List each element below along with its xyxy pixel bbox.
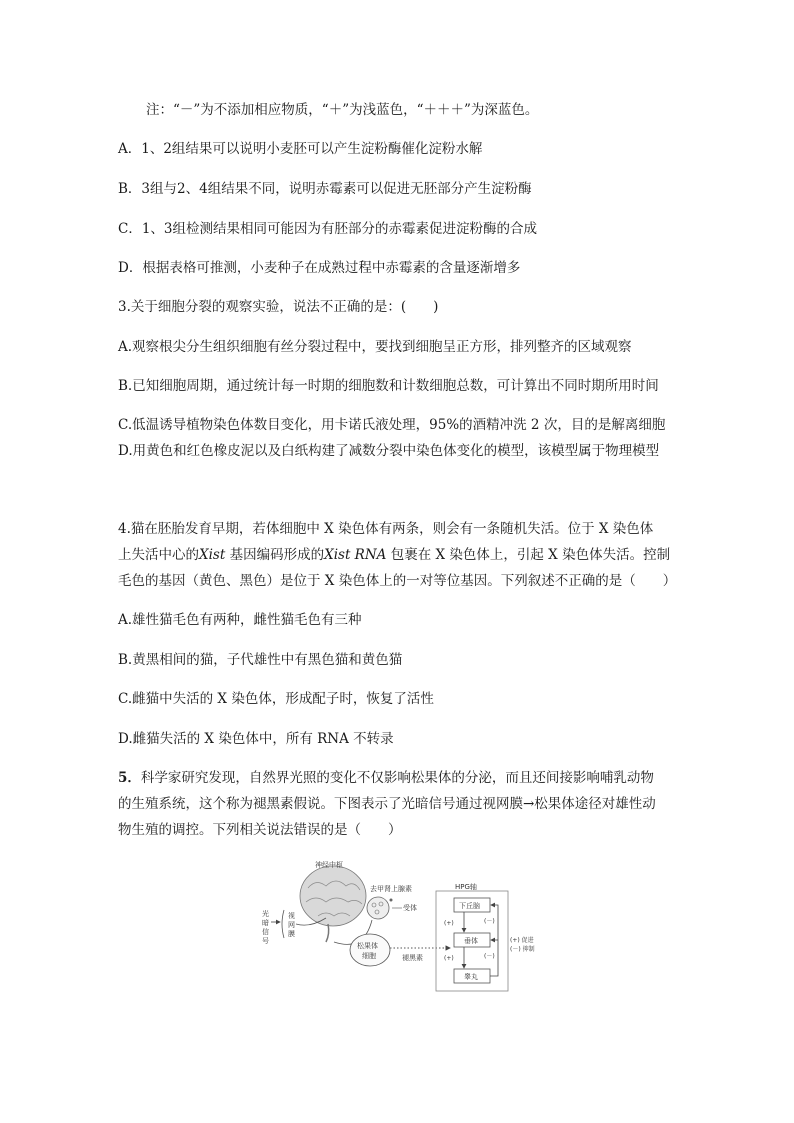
q4-option-b: B.黄黑相间的猫，子代雄性中有黑色猫和黄色猫 [118,652,403,668]
retina-label [288,912,295,938]
q2-option-d: D．根据表格可推测，小麦种子在成熟过程中赤霉素的含量逐渐增多 [118,260,521,276]
q3-option-c: C.低温诱导植物染色体数目变化，用卡诺氏液处理，95%的酒精冲洗 2 次，目的是解离细胞 [118,417,666,433]
q3-stem: 3.关于细胞分裂的观察实验，说法不正确的是：( ) [118,299,439,315]
svg-text:信: 信 [262,928,269,936]
q4-option-a: A.雄性猫毛色有两种，雌性猫毛色有三种 [118,612,362,628]
promote-mark: (+) [444,920,454,927]
q5-stem-line2: 的生殖系统，这个称为褪黑素假说。下图表示了光暗信号通过视网膜→松果体途径对雄性动 [118,796,656,812]
svg-text:光: 光 [262,910,269,918]
xist-gene: Xist [199,547,226,563]
q2-option-c: C．1、3组检测结果相同可能因为有胚部分的赤霉素促进淀粉酶的合成 [118,221,538,237]
q4-stem-text: 包裹在 X 染色体上，引起 X 染色体失活。控制 [386,547,671,563]
q4-stem-line2 [118,545,670,565]
q4-option-c: C.雌猫中失活的 X 染色体，形成配子时，恢复了活性 [118,691,434,707]
inhibit-mark: (－) [484,953,495,960]
q4-option-d: D.雌猫失活的 X 染色体中，所有 RNA 不转录 [118,731,394,747]
svg-text:网: 网 [288,921,295,929]
q3-option-a: A.观察根尖分生组织细胞有丝分裂过程中，要找到细胞呈正方形，排列整齐的区域观察 [118,339,632,355]
q5-stem-line1 [118,768,654,788]
q4-stem-line3: 毛色的基因（黄色、黑色）是位于 X 染色体上的一对等位基因。下列叙述不正确的是（ ） [118,573,677,589]
synapse-icon [367,897,393,919]
pituitary-label: 垂体 [464,937,478,945]
hpg-axis-label: HPG轴 [455,883,477,891]
q2-option-a: A．1、2组结果可以说明小麦胚可以产生淀粉酶催化淀粉水解 [118,141,483,157]
xist-rna: Xist RNA [324,547,387,563]
q3-option-d: D.用黄色和红色橡皮泥以及白纸构建了减数分裂中染色体变化的模型，该模型属于物理模型 [118,443,660,459]
q3-option-b: B.已知细胞周期，通过统计每一时期的细胞数和计数细胞总数，可计算出不同时期所用时间 [118,378,659,394]
svg-text:细胞: 细胞 [362,952,376,960]
inhibit-mark: (－) [484,918,495,925]
melatonin-label: 褪黑素 [402,954,423,962]
q4-stem-text: 基因编码形成的 [225,547,325,563]
q4-stem-line1: 4.猫在胚胎发育早期，若体细胞中 X 染色体有两条，则会有一条随机失活。位于 X 染色体 [118,521,654,537]
testis-label: 睾丸 [464,973,478,981]
svg-text:视: 视 [288,912,295,920]
melatonin-diagram [258,858,543,998]
hypothalamus-label: 下丘脑 [459,902,480,910]
svg-text:膜: 膜 [288,930,295,938]
brain-icon [300,866,366,942]
legend-inhibit: (－) 抑制 [510,946,535,953]
q2-option-b: B．3组与2、4组结果不同，说明赤霉素可以促进无胚部分产生淀粉酶 [118,181,532,197]
legend-promote: (+) 促进 [510,937,534,944]
q4-stem-text: 上失活中心的 [118,547,199,563]
q5-stem-text: 科学家研究发现，自然界光照的变化不仅影响松果体的分泌，而且还间接影响哺乳动物 [140,770,654,786]
receptor-label: 受体 [403,904,417,912]
nerve-center-label: 神经中枢 [315,861,343,869]
pineal-cell [350,934,390,966]
svg-text:号: 号 [262,937,269,945]
svg-text:松果体: 松果体 [357,942,378,950]
light-signal-label [262,909,269,945]
svg-text:暗: 暗 [262,919,269,927]
q5-number: 5． [118,770,141,786]
table-note: 注：“－”为不添加相应物质，“＋”为浅蓝色，“＋＋＋”为深蓝色。 [146,102,539,118]
norepinephrine-label: 去甲肾上腺素 [370,885,412,893]
q5-stem-line3: 物生殖的调控。下列相关说法错误的是（ ） [118,822,402,838]
promote-mark: (+) [444,955,454,962]
